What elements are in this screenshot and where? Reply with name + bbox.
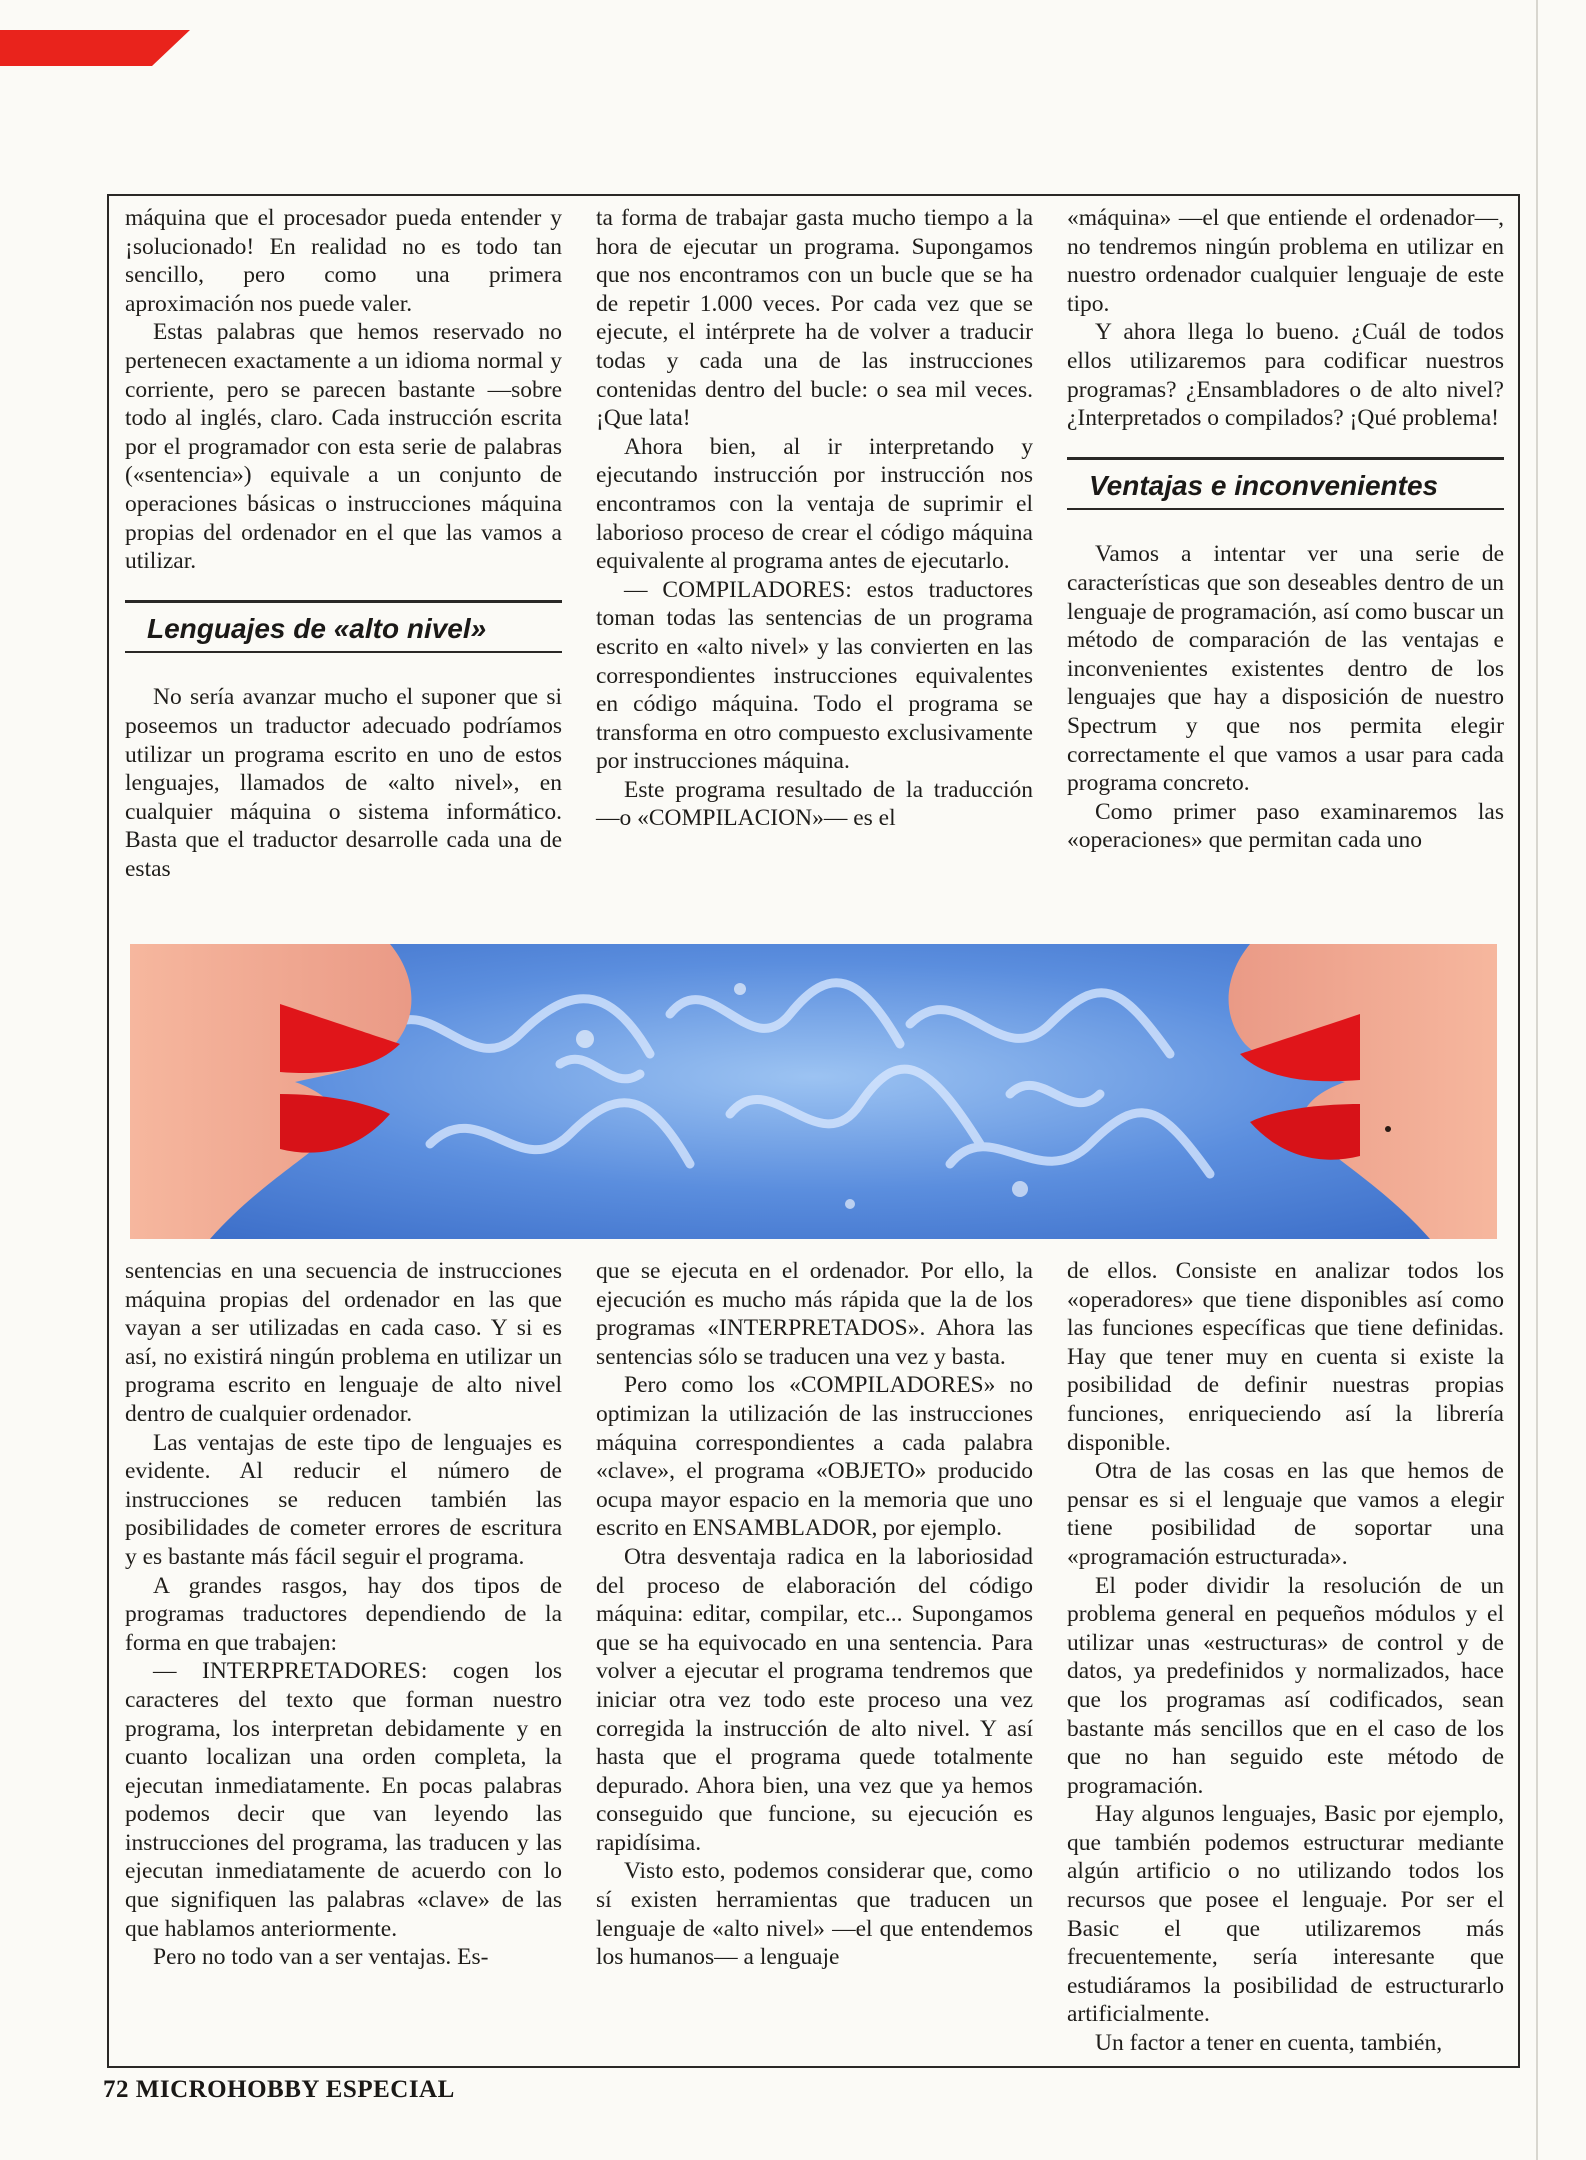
paragraph: Otra desventaja radica en la laboriosidad del proceso de elaboración del código máquina: editar, compilar, etc... Supongamos que se ha equivocado en una sentencia. Para volver a ejecutar el programa tendremos que iniciar otra vez todo este proceso una vez corregida la instrucción de alto nivel. Y así hasta que el programa quede totalmente depurado. Ahora bien, una vez que ya hemos conseguido que funcione, su ejecución es rapidísima. — [596, 1543, 1033, 1856]
paragraph: que se ejecuta en el ordenador. Por ello, la ejecución es mucho más rápida que la de los programas «INTERPRETADOS». Ahora las sentencias sólo se traducen una vez y basta. — [596, 1258, 1033, 1370]
paragraph: El poder dividir la resolución de un problema general en pequeños módulos y el utilizar unas «estructuras» de control y de datos, ya predefinidos y normalizados, hace que los programas así codificados, sean bastante más sencillos que en el caso de los que no han seguido este método de programación. — [1067, 1572, 1504, 1799]
paragraph: No sería avanzar mucho el suponer que si poseemos un traductor adecuado podríamos utilizar un programa escrito en uno de estos lenguajes, llamados de «alto nivel», en cualquier máquina o sistema informático. Basta que el traductor desarrolle cada una de estas — [125, 684, 562, 882]
bottom-column-2 — [596, 1257, 1033, 2057]
page-number: 72 — [103, 2076, 129, 2103]
paragraph: Las ventajas de este tipo de lenguajes es evidente. Al reducir el número de instrucciones se reducen también las posibilidades de cometer errores de escritura y es bastante más fácil seguir el programa. — [125, 1429, 562, 1570]
section-heading: Ventajas e inconvenientes — [1067, 460, 1504, 511]
beauty-mark — [1385, 1126, 1391, 1132]
paragraph: sentencias en una secuencia de instrucciones máquina propias del ordenador en las que vayan a ser utilizadas en cada caso. Y si es así, no existirá ningún problema en utilizar un programa escrito en lenguaje de alto nivel dentro de cualquier ordenador. — [125, 1258, 562, 1427]
paragraph: ta forma de trabajar gasta mucho tiempo a la hora de ejecutar un programa. Supongamos que nos encontramos con un bucle que se ha de repetir 1.000 veces. Por cada vez que se ejecute, el intérprete ha de volver a traducir todas y cada una de las instrucciones contenidas dentro del bucle: o sea mil veces. ¡Que lata! — [596, 205, 1033, 432]
top-column-1 — [125, 204, 562, 929]
bottom-column-1 — [125, 1257, 562, 2057]
paragraph: Y ahora llega lo bueno. ¿Cuál de todos ellos utilizaremos para codificar nuestros programas? ¿Ensambladores o de alto nivel? ¿Interpretados o compilados? ¡Qué problema! — [1067, 319, 1504, 432]
paragraph: Este programa resultado de la traducción —o «COMPILACION»— es el — [596, 776, 1033, 832]
section-heading-block — [1067, 457, 1504, 511]
paragraph: — COMPILADORES: estos traductores toman todas las sentencias de un programa escrito en «alto nivel» y las convierten en las correspondientes instrucciones equivalentes en código máquina. Todo el programa se transforma en otro compuesto exclusivamente por instrucciones máquina. — [596, 576, 1033, 775]
paragraph: Como primer paso examinaremos las «operaciones» que permitan cada uno — [1067, 798, 1504, 854]
paragraph: Pero no todo van a ser ventajas. Es- — [153, 1944, 489, 1971]
paragraph: — INTERPRETADORES: cogen los caracteres del texto que forman nuestro programa, los interpretan debidamente y en cuanto localizan una orden completa, la ejecutan inmediatamente. En pocas palabras podemos decir que van leyendo las instrucciones del programa, las traducen y las ejecutan inmediatamente de acuerdo con lo que signifiquen las palabras «clave» de las que hablamos anteriormente. — [125, 1658, 562, 1942]
page-footer — [103, 2076, 455, 2104]
lips-illustration — [130, 944, 1497, 1239]
section-heading: Lenguajes de «alto nivel» — [125, 603, 562, 654]
page-edge-line — [1536, 0, 1538, 2160]
red-corner-tab — [0, 30, 190, 66]
paragraph: Un factor a tener en cuenta, también, — [1095, 2030, 1443, 2057]
paragraph: Otra de las cosas en las que hemos de pensar es si el lenguaje que vamos a elegir tiene posibilidad de soportar una «programación estructurada». — [1067, 1458, 1504, 1570]
paragraph: «máquina» —el que entiende el ordenador—, no tendremos ningún problema en utilizar en nuestro ordenador cualquier lenguaje de este tipo. — [1067, 205, 1504, 317]
paragraph: A grandes rasgos, hay dos tipos de programas traductores dependiendo de la forma en que trabajen: — [125, 1572, 562, 1656]
paragraph: Ahora bien, al ir interpretando y ejecutando instrucción por instrucción nos encontramos con la ventaja de suprimir el laborioso proceso de crear el código máquina equivalente al programa antes de ejecutarlo. — [596, 433, 1033, 575]
paragraph: Vamos a intentar ver una serie de características que son deseables dentro de un lenguaje de programación, así como buscar un método de comparación de las ventajas e inconvenientes existentes dentro de los lenguajes que hay a disposición de nuestro Spectrum y que nos permita elegir correctamente el que vamos a usar para cada programa concreto. — [1067, 541, 1504, 797]
paragraph: Visto esto, podemos considerar que, como sí existen herramientas que traducen un lenguaje de «alto nivel» —el que entendemos los humanos— a lenguaje — [596, 1858, 1033, 1971]
paragraph: Pero como los «COMPILADORES» no optimizan la utilización de las instrucciones máquina correspondientes a cada palabra «clave», el programa «OBJETO» producido ocupa mayor espacio en la memoria que uno escrito en ENSAMBLADOR, por ejemplo. — [596, 1372, 1033, 1542]
paragraph: máquina que el procesador pueda entender y ¡solucionado! En realidad no es todo tan sencillo, pero como una primera aproximación nos puede valer. — [125, 205, 562, 317]
paragraph: Hay algunos lenguajes, Basic por ejemplo, que también podemos estructurar mediante algún artificio o no utilizando todos los recursos que posee el lenguaje. Por ser el Basic el que utilizaremos más frecuentemente, sería interesante que estudiáramos la posibilidad de estructurarlo artificialmente. — [1067, 1801, 1504, 2028]
paragraph: de ellos. Consiste en analizar todos los «operadores» que tiene disponibles así como las funciones específicas que tiene definidas. Hay que tener muy en cuenta si existe la posibilidad de definir nuestras propias funciones, enriqueciendo así la librería disponible. — [1067, 1258, 1504, 1456]
section-heading-block — [125, 600, 562, 654]
paragraph: Estas palabras que hemos reservado no pertenecen exactamente a un idioma normal y corriente, pero se parecen bastante —sobre todo al inglés, claro. Cada instrucción escrita por el programador con esta serie de palabras («sentencia») equivale a un conjunto de operaciones básicas o instrucciones máquina propias del ordenador en el que las vamos a utilizar. — [125, 319, 562, 575]
illustration-svg — [130, 944, 1497, 1239]
top-column-3 — [1067, 204, 1504, 929]
bottom-column-3 — [1067, 1257, 1504, 2057]
top-column-2 — [596, 204, 1033, 929]
magazine-name: MICROHOBBY ESPECIAL — [135, 2076, 455, 2103]
